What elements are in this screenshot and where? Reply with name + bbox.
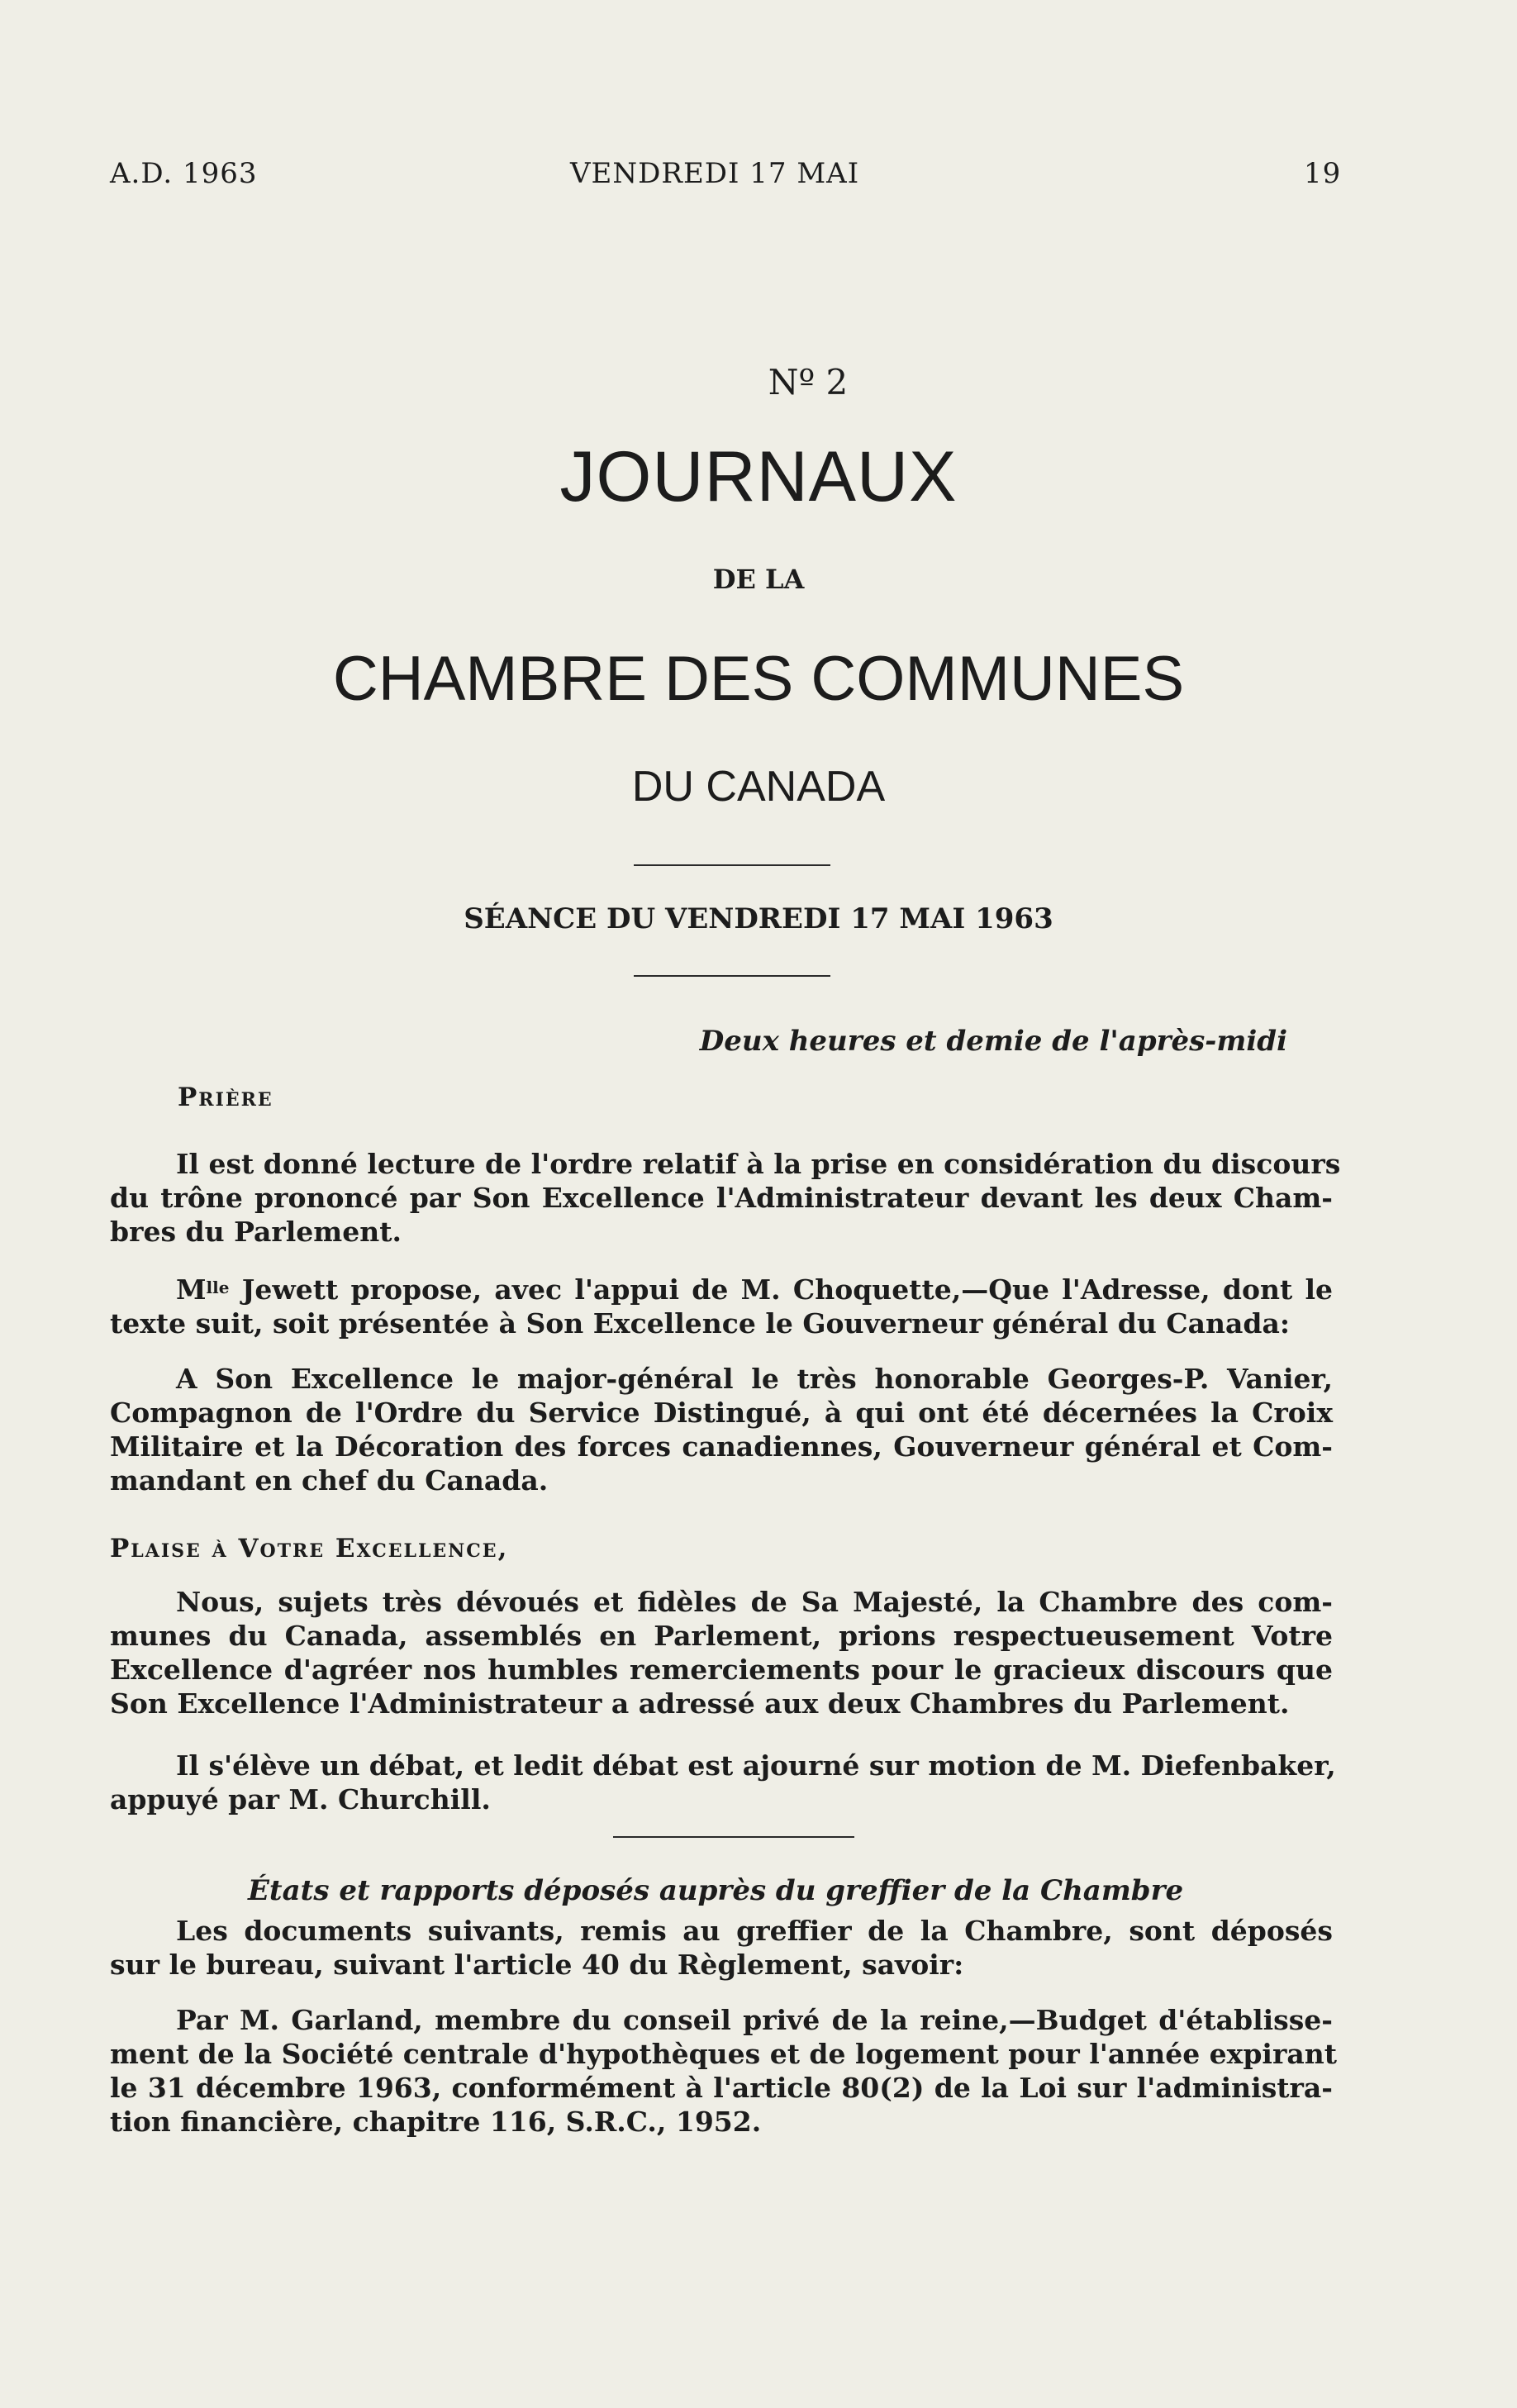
text-line: appuyé par M. Churchill. (110, 1783, 491, 1816)
paragraph-documents-intro (110, 1914, 1333, 1982)
paragraph-address-recipient (110, 1362, 1333, 1497)
divider (634, 975, 830, 977)
text-line: munes du Canada, assemblés en Parlement, prions respectueusement Votre (110, 1620, 1333, 1652)
text-line: A Son Excellence le major-général le très honorable Georges-P. Vanier, (176, 1363, 1333, 1395)
title-abbrev-superscript: lle (206, 1278, 230, 1297)
text-line: le 31 décembre 1963, conformément à l'article 80(2) de la Loi sur l'administra- (110, 2072, 1333, 2104)
paragraph-motion (110, 1273, 1333, 1340)
paragraph-reading-order (110, 1147, 1341, 1249)
text-segment: Jewett propose, avec l'appui de M. Choquette,—Que l'Adresse, dont le (229, 1273, 1333, 1306)
section-heading-priere: Prière (178, 1083, 273, 1112)
paragraph-debate (110, 1749, 1336, 1816)
text-line: ment de la Société centrale d'hypothèques et de logement pour l'année expirant (110, 2038, 1337, 2070)
session-heading: SÉANCE DU VENDREDI 17 MAI 1963 (464, 902, 1053, 935)
title-abbrev: M (176, 1273, 207, 1306)
section-heading-etats: États et rapports déposés auprès du greffier de la Chambre (248, 1874, 1184, 1907)
text-line: Il est donné lecture de l'ordre relatif à la prise en considération du discours (176, 1148, 1341, 1180)
page-number: 19 (1304, 157, 1342, 190)
title-connector: DE LA (712, 564, 805, 595)
text-line: Son Excellence l'Administrateur a adressé aux deux Chambres du Parlement. (110, 1687, 1290, 1720)
text-line: texte suit, soit présentée à Son Excellence le Gouverneur général du Canada: (110, 1307, 1291, 1340)
running-header-year: A.D. 1963 (110, 157, 258, 190)
text-line: du trône prononcé par Son Excellence l'Administrateur devant les deux Cham- (110, 1182, 1333, 1214)
text-line: Militaire et la Décoration des forces canadiennes, Gouverneur général et Com- (110, 1430, 1333, 1463)
journal-number: Nº 2 (768, 362, 849, 402)
divider (634, 864, 830, 866)
text-line: Par M. Garland, membre du conseil privé de la reine,—Budget d'établisse- (176, 2004, 1333, 2036)
text-line: Compagnon de l'Ordre du Service Distingué, à qui ont été décernées la Croix (110, 1397, 1333, 1429)
text-line: Nous, sujets très dévoués et fidèles de Sa Majesté, la Chambre des com- (176, 1586, 1333, 1618)
paragraph-address-body (110, 1585, 1333, 1720)
text-line: Il s'élève un débat, et ledit débat est ajourné sur motion de M. Diefenbaker, (176, 1749, 1336, 1782)
text-line: Les documents suivants, remis au greffier de la Chambre, sont déposés (176, 1915, 1333, 1947)
country-name: DU CANADA (631, 763, 886, 811)
chamber-name: CHAMBRE DES COMMUNES (332, 644, 1185, 714)
text-line: sur le bureau, suivant l'article 40 du Règlement, savoir: (110, 1949, 964, 1981)
page-title: JOURNAUX (559, 437, 958, 516)
salutation: Plaise à Votre Excellence, (110, 1534, 509, 1563)
text-line: tion financière, chapitre 116, S.R.C., 1952. (110, 2106, 762, 2138)
divider (613, 1836, 854, 1838)
paragraph-garland-budget (110, 2003, 1337, 2139)
text-line: Excellence d'agréer nos humbles remerciements pour le gracieux discours que (110, 1654, 1333, 1686)
text-line (110, 1273, 1333, 1306)
running-header-date: VENDREDI 17 MAI (570, 157, 860, 190)
sitting-time: Deux heures et demie de l'après-midi (699, 1025, 1287, 1058)
text-line: bres du Parlement. (110, 1216, 402, 1248)
text-line: mandant en chef du Canada. (110, 1464, 549, 1497)
